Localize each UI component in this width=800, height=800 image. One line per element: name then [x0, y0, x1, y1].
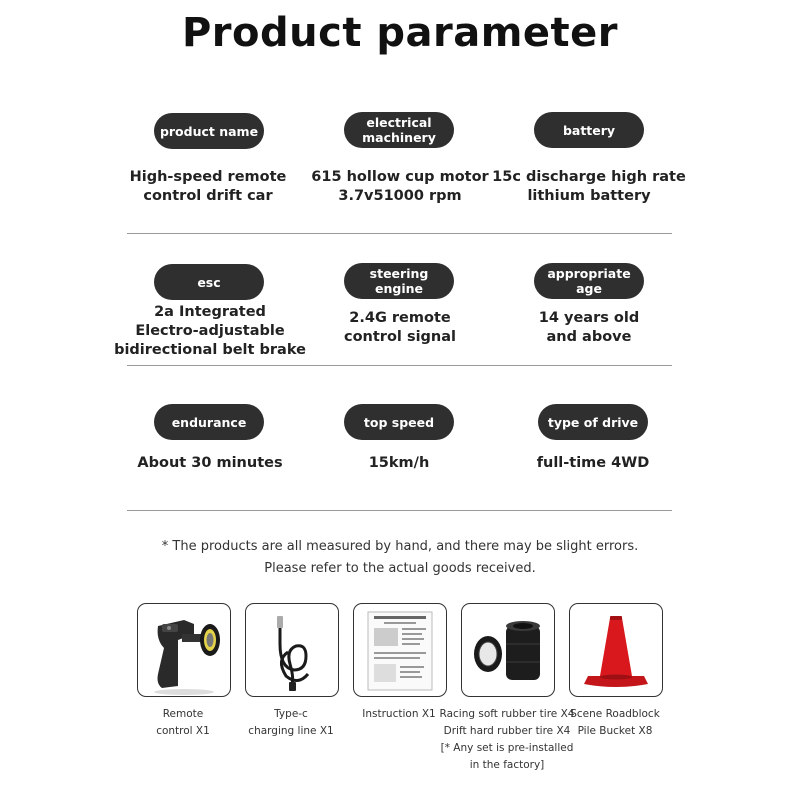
accessory-caption-remote: Remote control X1	[156, 708, 210, 737]
traffic-cone-icon	[569, 603, 663, 697]
accessory-caption-instruction: Instruction X1	[362, 708, 436, 720]
param-value-type-of-drive: full-time 4WD	[536, 455, 650, 471]
page-title: Product parameter	[181, 10, 619, 56]
param-label-steering-engine: steering engine	[344, 263, 454, 299]
param-value-appropriate-age: 14 years old and above	[538, 310, 640, 345]
tires-icon	[461, 603, 555, 697]
divider	[127, 510, 672, 511]
param-value-product-name: High-speed remote control drift car	[129, 169, 287, 204]
param-label-product-name: product name	[154, 113, 264, 149]
param-label-electrical-machinery: electrical machinery	[344, 112, 454, 148]
param-label-endurance: endurance	[154, 404, 264, 440]
param-label-esc: esc	[154, 264, 264, 300]
refer-note: Please refer to the actual goods received.	[264, 561, 536, 576]
divider	[127, 233, 672, 234]
param-label-top-speed: top speed	[344, 404, 454, 440]
usb-cable-icon	[245, 603, 339, 697]
param-value-steering-engine: 2.4G remote control signal	[344, 310, 456, 345]
param-value-top-speed: 15km/h	[368, 455, 430, 471]
measurement-note: * The products are all measured by hand, and there may be slight errors.	[161, 539, 639, 554]
param-label-type-of-drive: type of drive	[538, 404, 648, 440]
remote-control-icon	[137, 603, 231, 697]
param-value-esc: 2a Integrated Electro-adjustable bidirectional belt brake	[114, 304, 306, 358]
param-value-battery: 15c discharge high rate lithium battery	[492, 169, 686, 204]
param-label-battery: battery	[534, 112, 644, 148]
accessory-caption-roadblock: Scene Roadblock Pile Bucket X8	[570, 708, 660, 737]
param-value-electrical-machinery: 615 hollow cup motor 3.7v51000 rpm	[311, 169, 489, 204]
instruction-sheet-icon	[353, 603, 447, 697]
accessory-caption-cable: Type-c charging line X1	[248, 708, 334, 737]
accessory-caption-tires: Racing soft rubber tire X4 Drift hard rubber tire X4 [* Any set is pre-installed in the factory]	[439, 708, 575, 771]
divider	[127, 365, 672, 366]
param-label-appropriate-age: appropriate age	[534, 263, 644, 299]
param-value-endurance: About 30 minutes	[137, 455, 283, 471]
